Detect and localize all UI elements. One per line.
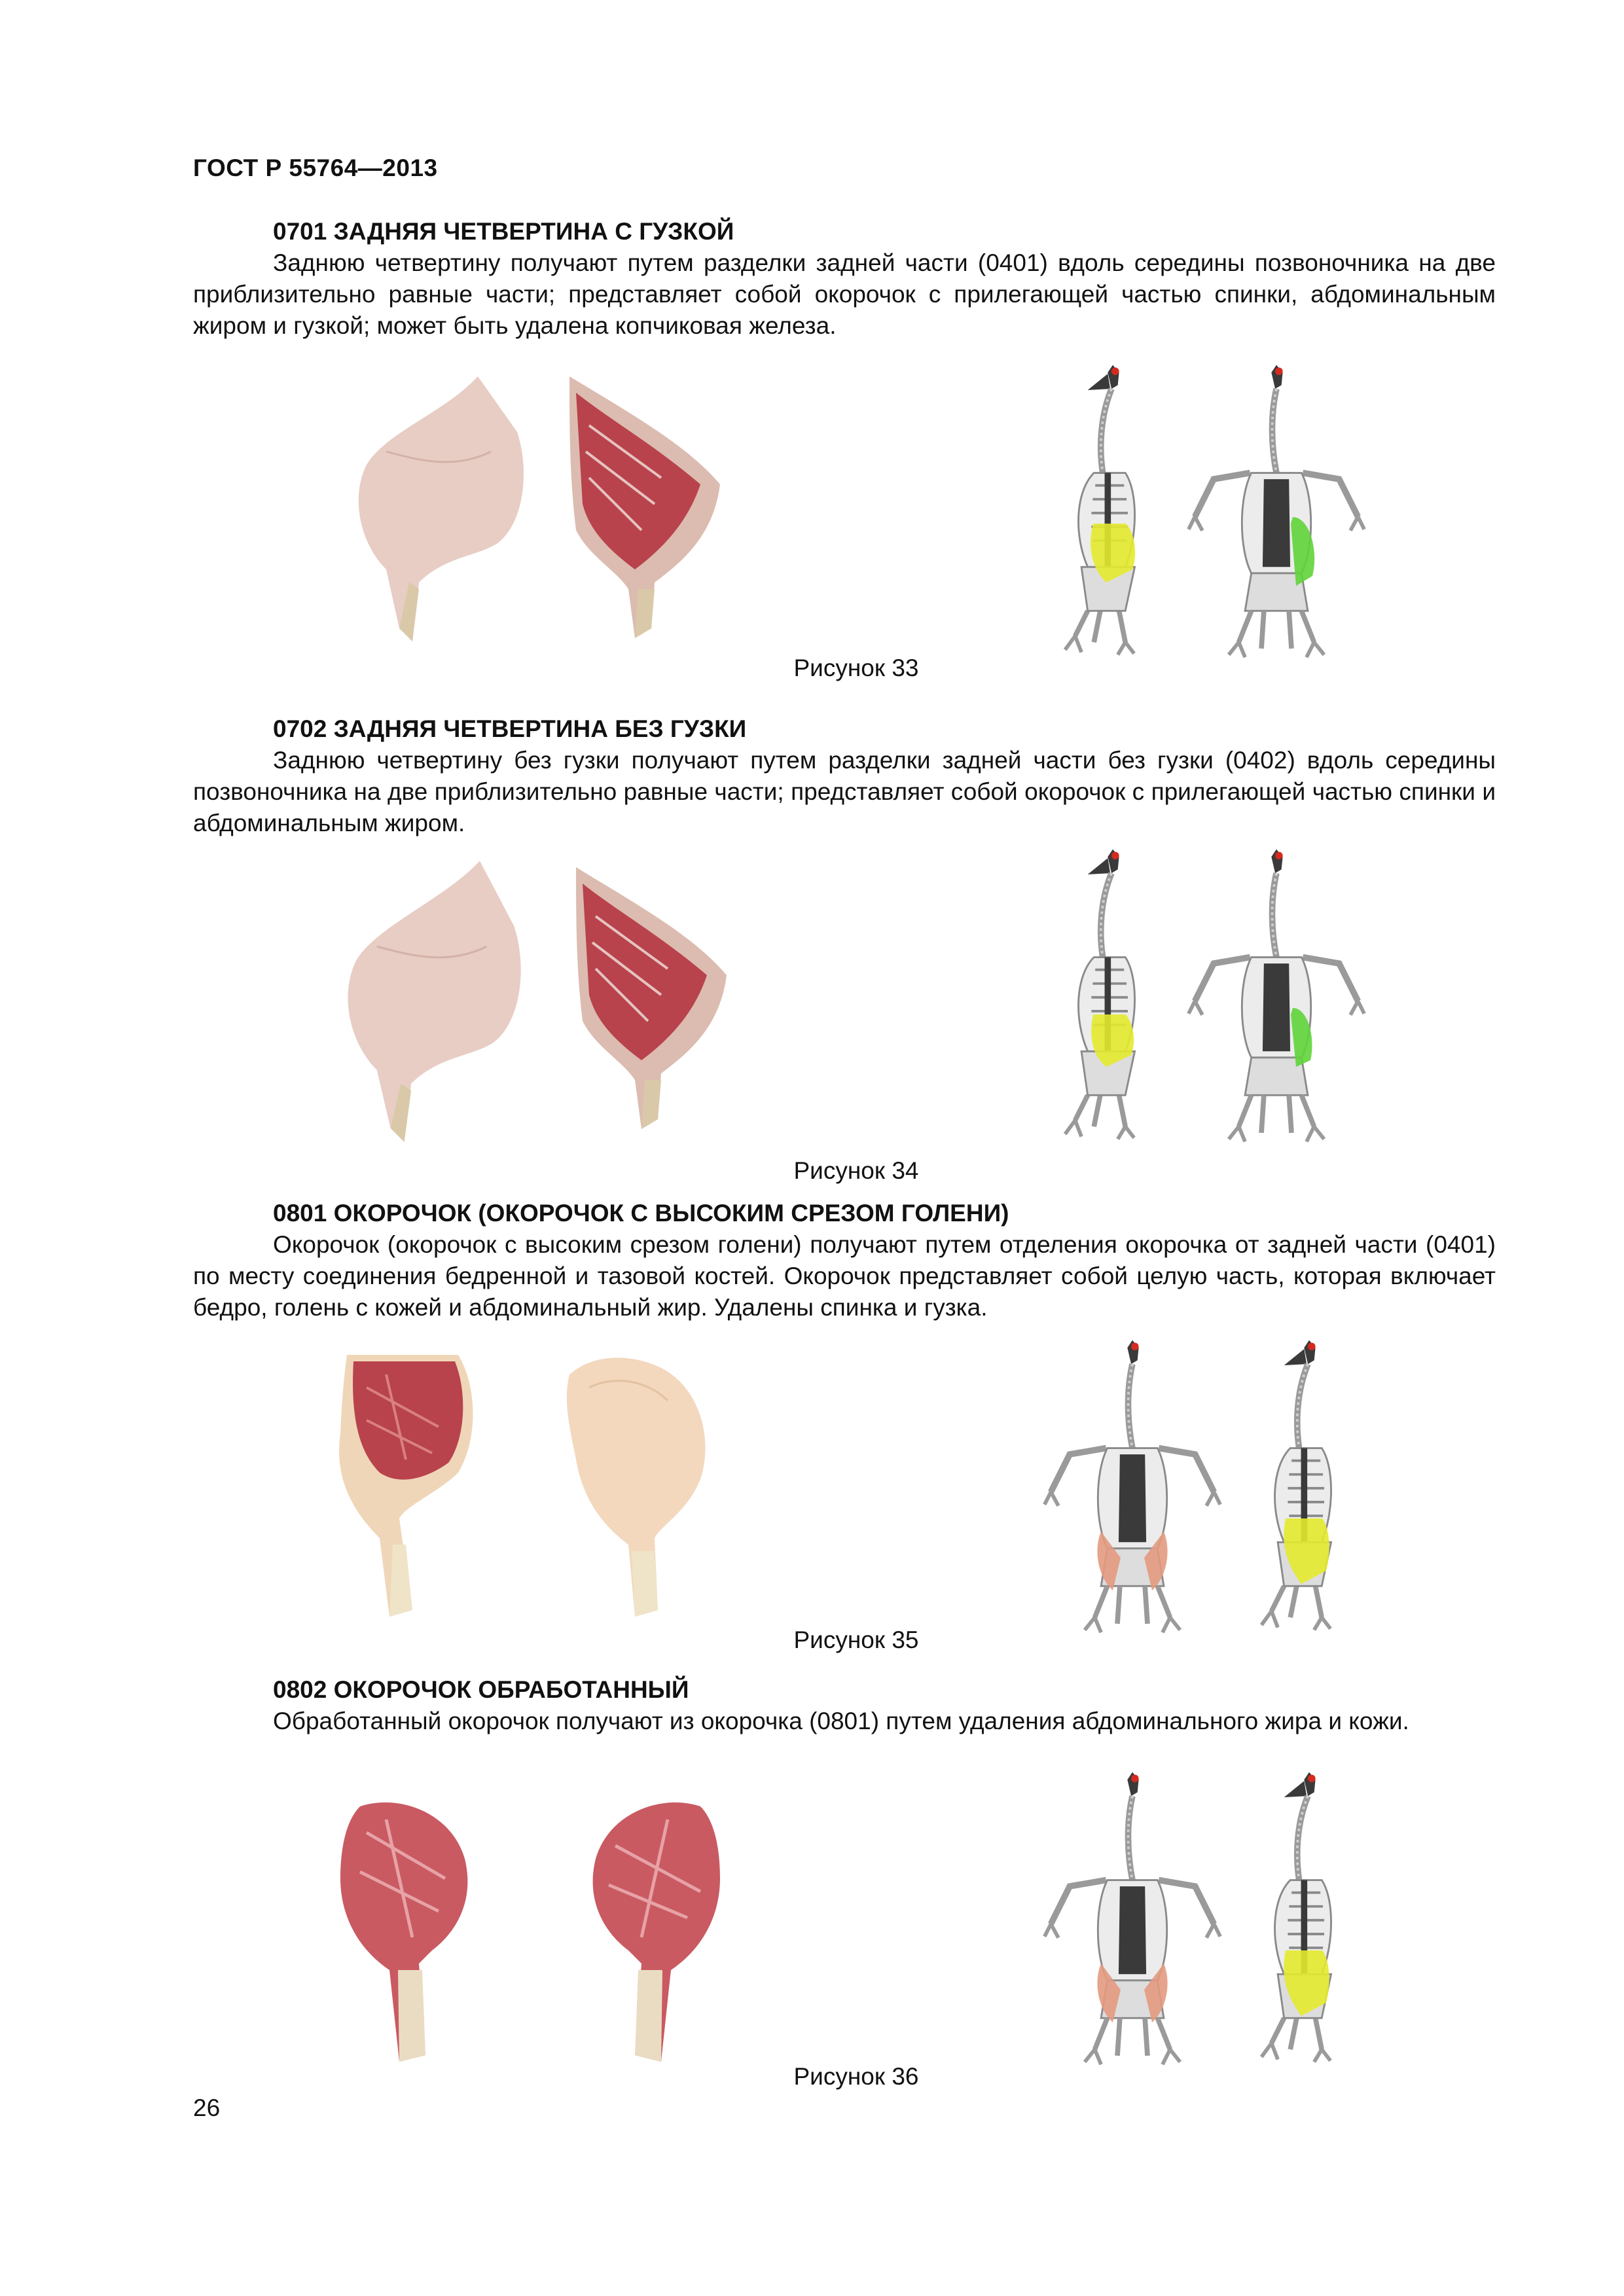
processed-leg-photo-1 (321, 1793, 491, 2068)
figure-caption: Рисунок 34 (793, 1157, 919, 1184)
figure-caption: Рисунок 36 (793, 2063, 919, 2090)
standard-header: ГОСТ Р 55764—2013 (193, 154, 438, 181)
section-0701 (193, 216, 1496, 342)
leg-skin-photo (556, 1348, 727, 1623)
hind-quarter-no-tail-cut-photo (563, 857, 733, 1145)
skeleton-front-diagram (1185, 360, 1368, 661)
section-text: Заднюю четвертину без гузки получают путем разделки задней части без гузки (0402) вдоль середины позвоночника на две приблизительно равные части; представляет собой окорочок с прилегающей частью спинки и абдоминальным жиром. (193, 747, 1496, 836)
skeleton-side-diagram (1244, 1767, 1375, 2068)
hind-quarter-no-tail-skin-photo (334, 857, 543, 1145)
processed-leg-photo-2 (569, 1793, 740, 2068)
skeleton-front-diagram (1041, 1335, 1224, 1636)
skeleton-side-diagram (1244, 1335, 1375, 1636)
figure-caption: Рисунок 35 (793, 1626, 919, 1653)
section-title: 0701 ЗАДНЯЯ ЧЕТВЕРТИНА С ГУЗКОЙ (273, 218, 734, 245)
skeleton-side-diagram (1047, 844, 1178, 1145)
section-text: Обработанный окорочок получают из окорочка (0801) путем удаления абдоминального жира и кожи. (273, 1708, 1409, 1734)
hind-quarter-cut-photo (556, 373, 727, 648)
section-title: 0802 ОКОРОЧОК ОБРАБОТАННЫЙ (273, 1676, 689, 1703)
hind-quarter-skin-photo (347, 373, 543, 648)
section-0802 (193, 1674, 1496, 1737)
figure-caption: Рисунок 33 (793, 655, 919, 681)
skeleton-front-diagram (1185, 844, 1368, 1145)
section-text: Окорочок (окорочок с высоким срезом голени) получают путем отделения окорочка от задней части (0401) по месту соединения бедренной и тазовой костей. Окорочок представляет собой целую часть, которая включает бедро, голень с кожей и абдоминальный жир. Удалены спинка и гузка. (193, 1231, 1496, 1321)
section-text: Заднюю четвертину получают путем разделки задней части (0401) вдоль середины позвоночника на две приблизительно равные части; представляет собой окорочок с прилегающей частью спинки, абдоминальным жиром и гузкой; может быть удалена копчиковая железа. (193, 249, 1496, 339)
section-0801 (193, 1198, 1496, 1323)
skeleton-front-diagram (1041, 1767, 1224, 2068)
section-title: 0702 ЗАДНЯЯ ЧЕТВЕРТИНА БЕЗ ГУЗКИ (273, 715, 747, 742)
leg-cut-photo (327, 1348, 497, 1623)
section-title: 0801 ОКОРОЧОК (ОКОРОЧОК С ВЫСОКИМ СРЕЗОМ ГОЛЕНИ) (273, 1200, 1009, 1227)
section-0702 (193, 713, 1496, 839)
skeleton-side-diagram (1047, 360, 1178, 661)
page-number: 26 (193, 2094, 221, 2121)
